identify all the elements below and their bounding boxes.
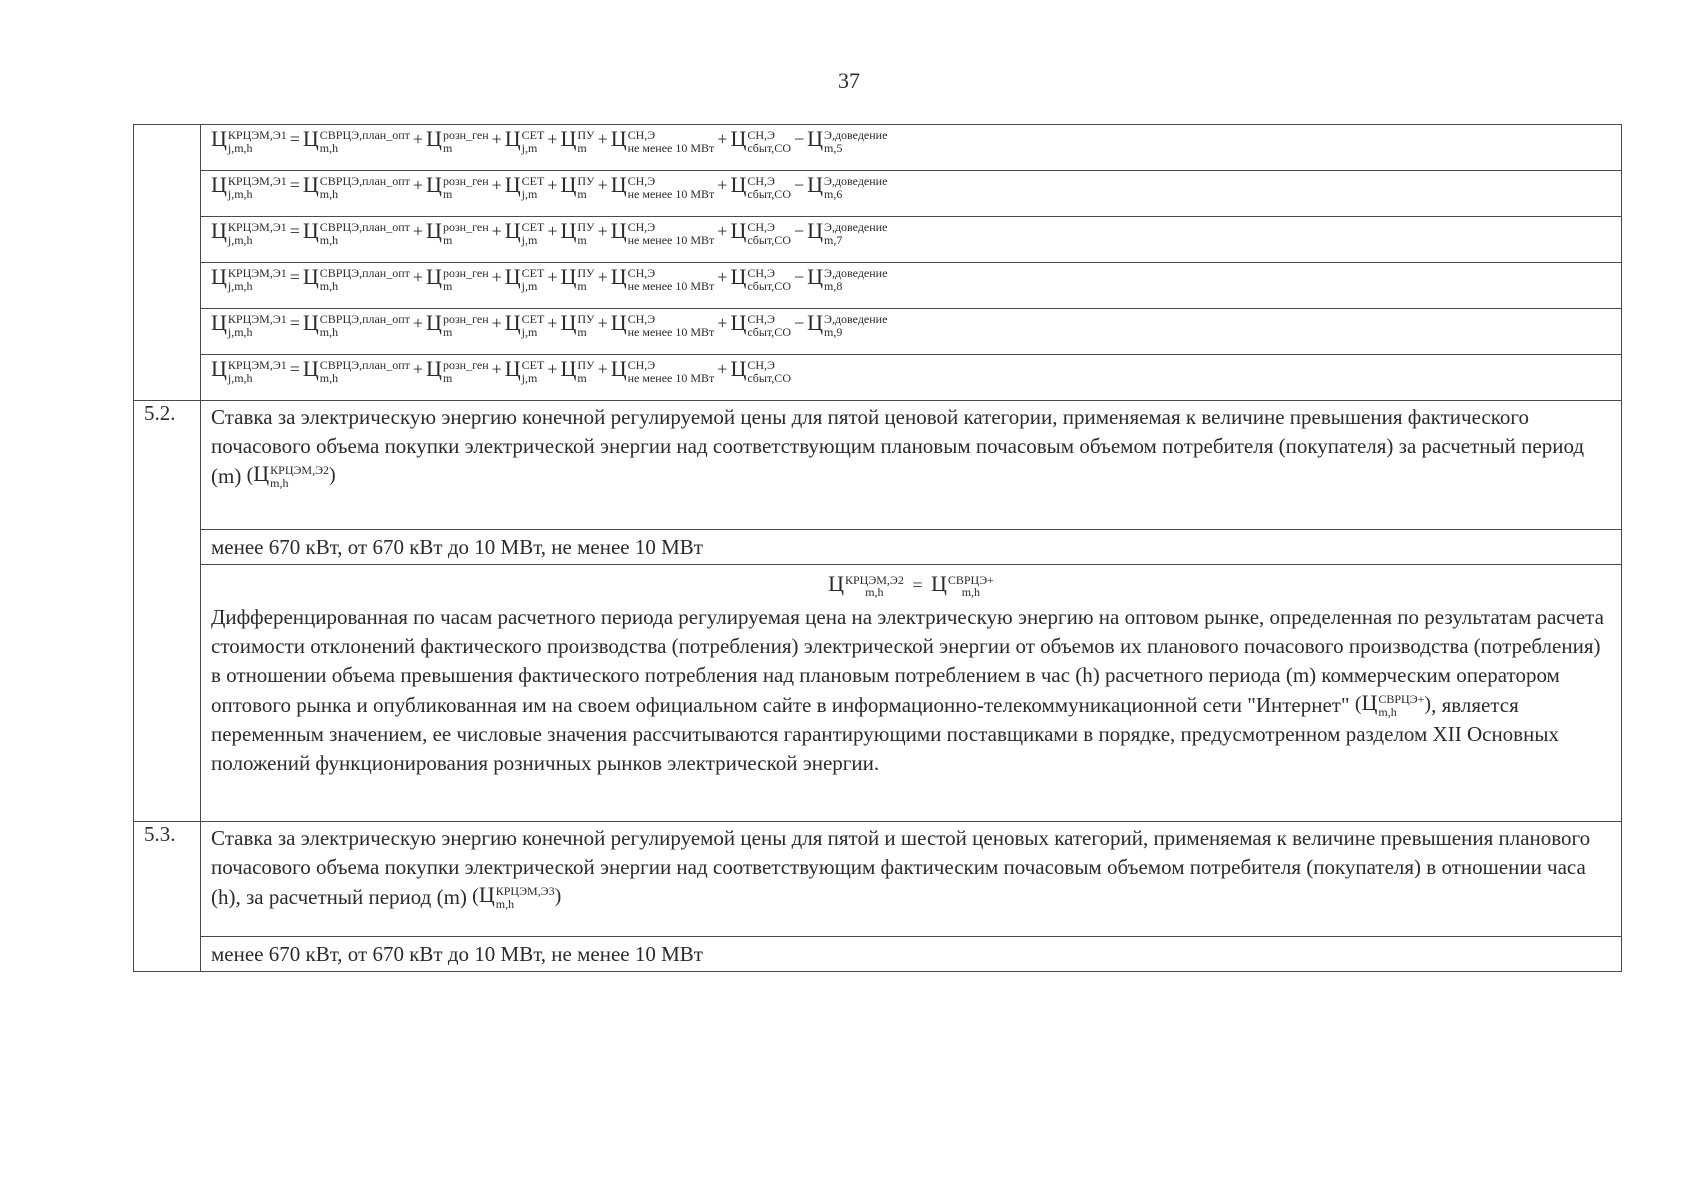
formula-row (134, 309, 1622, 355)
formula-term: Ц СЕТ j,m (504, 310, 545, 339)
formula-term: Ц КРЦЭМ,Э1 j,m,h (211, 356, 287, 385)
section-5-2-capacity: менее 670 кВт, от 670 кВт до 10 МВт, не менее 10 МВт (201, 530, 1622, 565)
formula-term: Ц ПУ m (560, 172, 595, 201)
formula-term: Ц Э,доведение m,5 (807, 126, 888, 155)
formula-term: Ц СВРЦЭ,план_опт m,h (302, 172, 410, 201)
section-5-3-capacity: менее 670 кВт, от 670 кВт до 10 МВт, не менее 10 МВт (201, 936, 1622, 971)
formula-term: Ц розн_ген m (426, 126, 489, 155)
section-5-2-number: 5.2. (134, 401, 201, 822)
formula-term: Ц СЕТ j,m (504, 172, 545, 201)
formula-term: Ц СЕТ j,m (504, 218, 545, 247)
formula-term: Ц СЕТ j,m (504, 126, 545, 155)
formula-term: Ц СВРЦЭ,план_опт m,h (302, 310, 410, 339)
formula-term: Ц СЕТ j,m (504, 356, 545, 385)
formula-term: Ц СВРЦЭ,план_опт m,h (302, 218, 410, 247)
formula-term: Ц СН,Э сбыт,СО (730, 310, 791, 339)
formula-row (134, 263, 1622, 309)
formula-term: Ц ПУ m (560, 264, 595, 293)
section-5-2-formula-row (134, 565, 1622, 822)
formula-term: Ц Э,доведение m,7 (807, 218, 888, 247)
formula-term: Ц розн_ген m (426, 264, 489, 293)
section-5-2-formula: Ц КРЦЭМ,Э2 m,h = Ц СВРЦЭ+ m,h (828, 571, 994, 600)
formula-term: Ц СН,Э сбыт,СО (730, 126, 791, 155)
formula-row (134, 171, 1622, 217)
tariff-table (133, 124, 1622, 972)
formula-term: Ц ПУ m (560, 310, 595, 339)
section-5-3-row (134, 821, 1622, 936)
formula-term: Ц СН,Э не менее 10 МВт (610, 218, 715, 247)
formula-term: Ц КРЦЭМ,Э1 j,m,h (211, 126, 287, 155)
formula-number-cell (134, 125, 201, 401)
formula-term: Ц СН,Э не менее 10 МВт (610, 172, 715, 201)
section-5-2-row (134, 401, 1622, 530)
section-5-3-capacity-row (134, 936, 1622, 971)
formula-term: Ц Э,доведение m,8 (807, 264, 888, 293)
formula-cell: Ц КРЦЭМ,Э1 j,m,h = Ц СВРЦЭ,план_опт m,h + Ц розн_ген m + Ц СЕТ j,m + Ц ПУ m + Ц СН,Э не менее 10 МВт + Ц СН,Э сбыт,СО − Ц Э,доведение m,7 (201, 217, 1622, 263)
section-5-3-text-cell (201, 821, 1622, 936)
section-5-2-capacity-row (134, 530, 1622, 565)
formula-term: Ц СВРЦЭ,план_опт m,h (302, 126, 410, 155)
section-5-2-text: Ставка за электрическую энергию конечной регулируемой цены для пятой ценовой категории, применяемая к величине превышения фактического почасового объема покупки электрической энергии над соответствующим плановым почасовым объемом потребителя (покупателя) за расчетный период (m) (211, 405, 1585, 488)
formula-term: Ц розн_ген m (426, 356, 489, 385)
formula-row (134, 355, 1622, 401)
formula-term: Ц ПУ m (560, 218, 595, 247)
formula-term: Ц КРЦЭМ,Э1 j,m,h (211, 218, 287, 247)
formula-term: Ц СВРЦЭ,план_опт m,h (302, 356, 410, 385)
section-5-2-formula-cell (201, 565, 1622, 822)
formula-term: Ц СН,Э не менее 10 МВт (610, 126, 715, 155)
formula-row (134, 217, 1622, 263)
formula-cell: Ц КРЦЭМ,Э1 j,m,h = Ц СВРЦЭ,план_опт m,h + Ц розн_ген m + Ц СЕТ j,m + Ц ПУ m + Ц СН,Э не менее 10 МВт + Ц СН,Э сбыт,СО (201, 355, 1622, 401)
formula-cell: Ц КРЦЭМ,Э1 j,m,h = Ц СВРЦЭ,план_опт m,h + Ц розн_ген m + Ц СЕТ j,m + Ц ПУ m + Ц СН,Э не менее 10 МВт + Ц СН,Э сбыт,СО − Ц Э,доведение m,5 (201, 125, 1622, 171)
formula-term: Ц КРЦЭМ,Э1 j,m,h (211, 310, 287, 339)
formula-term: Ц СЕТ j,m (504, 264, 545, 293)
section-5-2-text-cell (201, 401, 1622, 530)
formula-term: Ц СН,Э не менее 10 МВт (610, 310, 715, 339)
formula-term: Ц Э,доведение m,9 (807, 310, 888, 339)
formula-term: Ц СН,Э сбыт,СО (730, 264, 791, 293)
section-5-3-symbol: (Ц КРЦЭМ,Э3 m,h ) (472, 882, 562, 911)
section-5-2-symbol: (Ц КРЦЭМ,Э2 m,h ) (246, 461, 336, 490)
formula-term: Ц СН,Э не менее 10 МВт (610, 356, 715, 385)
formula-term: Ц СН,Э не менее 10 МВт (610, 264, 715, 293)
formula-term: Ц КРЦЭМ,Э1 j,m,h (211, 172, 287, 201)
formula-term: Ц СВРЦЭ,план_опт m,h (302, 264, 410, 293)
formula-term: Ц КРЦЭМ,Э1 j,m,h (211, 264, 287, 293)
section-5-2-description: Дифференцированная по часам расчетного периода регулируемая цена на электрическую энергию на оптовом рынке, определенная по результатам расчета стоимости отклонений фактического производства (потребления) электрической энергии от объемов их планового почасового производства (потребления) в отношении объема превышения фактического потребления над плановым потреблением в час (h) расчетного периода (m) коммерческим оператором оптового рынка и опубликованная им на своем официальном сайте в информационно-телекоммуникационной сети "Интернет" (211, 604, 1604, 717)
formula-term: Ц розн_ген m (426, 218, 489, 247)
section-5-2-description-tail: , является переменным значением, ее числовые значения рассчитываются гарантирующими поставщиками в порядке, предусмотренном разделом XII Основных положений функционирования розничных рынков электрической энергии. (211, 692, 1559, 775)
formula-cell: Ц КРЦЭМ,Э1 j,m,h = Ц СВРЦЭ,план_опт m,h + Ц розн_ген m + Ц СЕТ j,m + Ц ПУ m + Ц СН,Э не менее 10 МВт + Ц СН,Э сбыт,СО − Ц Э,доведение m,6 (201, 171, 1622, 217)
section-5-2-description-symbol: (Ц СВРЦЭ+ m,h ) (1354, 690, 1432, 719)
formula-term: Ц розн_ген m (426, 172, 489, 201)
formula-term: Ц СН,Э сбыт,СО (730, 172, 791, 201)
formula-cell: Ц КРЦЭМ,Э1 j,m,h = Ц СВРЦЭ,план_опт m,h + Ц розн_ген m + Ц СЕТ j,m + Ц ПУ m + Ц СН,Э не менее 10 МВт + Ц СН,Э сбыт,СО − Ц Э,доведение m,8 (201, 263, 1622, 309)
formula-cell: Ц КРЦЭМ,Э1 j,m,h = Ц СВРЦЭ,план_опт m,h + Ц розн_ген m + Ц СЕТ j,m + Ц ПУ m + Ц СН,Э не менее 10 МВт + Ц СН,Э сбыт,СО − Ц Э,доведение m,9 (201, 309, 1622, 355)
formula-term: Ц Э,доведение m,6 (807, 172, 888, 201)
formula-term: Ц ПУ m (560, 356, 595, 385)
section-5-3-text: Ставка за электрическую энергию конечной регулируемой цены для пятой и шестой ценовых категорий, применяемая к величине превышения планового почасового объема покупки электрической энергии над соответствующим фактическим почасовым объемом потребителя (покупателя) в отношении часа (h), за расчетный период (m) (211, 825, 1591, 909)
formula-term: Ц ПУ m (560, 126, 595, 155)
section-5-3-number: 5.3. (134, 821, 201, 971)
formula-term: Ц СН,Э сбыт,СО (730, 356, 791, 385)
formula-term: Ц розн_ген m (426, 310, 489, 339)
page-number: 37 (838, 68, 860, 93)
formula-term: Ц СН,Э сбыт,СО (730, 218, 791, 247)
formula-row (134, 125, 1622, 171)
